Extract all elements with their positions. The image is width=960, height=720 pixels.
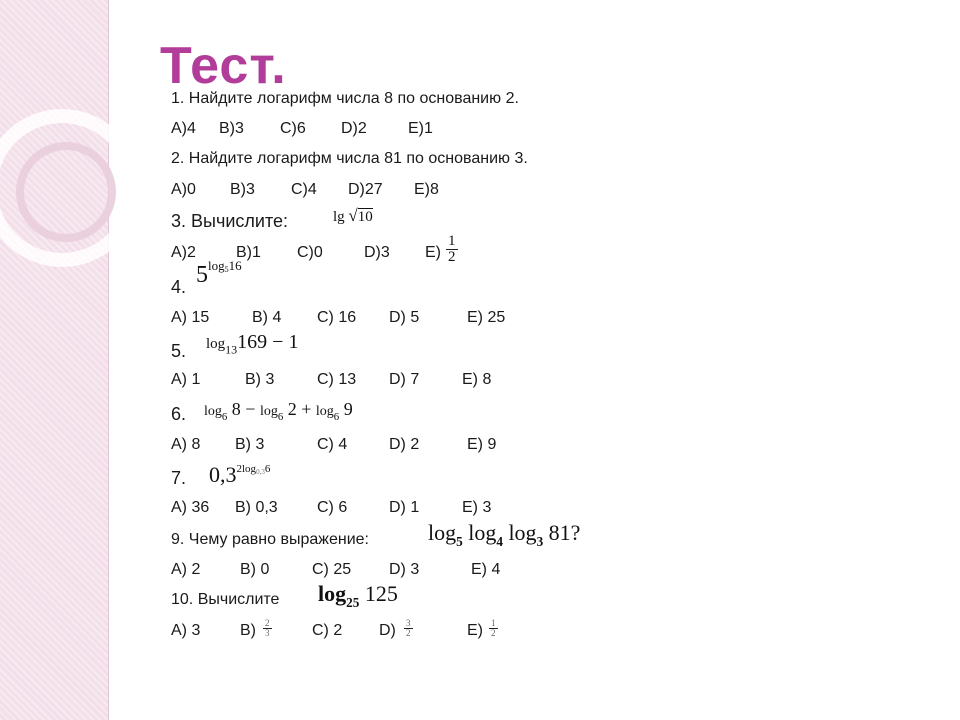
option-a: A)4 xyxy=(171,120,196,137)
option-d: D) 1 xyxy=(389,499,420,516)
option-b: B)3 xyxy=(219,120,244,137)
option-c: C) 6 xyxy=(317,499,348,516)
option-a: A)2 xyxy=(171,244,196,261)
option-c: C)4 xyxy=(291,181,317,198)
question-2-text: 2. Найдите логарифм числа 81 по основанию 3. xyxy=(171,150,528,167)
option-e: E) 3 xyxy=(462,499,492,516)
question-3-label: 3. Вычислите: xyxy=(171,211,288,231)
option-b: B)3 xyxy=(230,181,255,198)
option-b: B) 0 xyxy=(240,561,270,578)
question-7-label: 7. xyxy=(171,468,187,488)
option-c: C)6 xyxy=(280,120,306,137)
option-a: A) 1 xyxy=(171,371,201,388)
option-d: D) 3 xyxy=(389,561,420,578)
question-7-formula: $0,3^{2log_{0,3}6}$ xyxy=(209,462,271,487)
option-e: E)8 xyxy=(414,181,439,198)
option-a: A) 15 xyxy=(171,309,210,326)
option-d-fraction: $\frac{3}{2}$ xyxy=(406,618,411,638)
option-d: D) 7 xyxy=(389,371,420,388)
option-c: C) 25 xyxy=(312,561,352,578)
question-6-formula: $\log_6 8 - \log_6 2 + \log_6 9$ xyxy=(204,399,353,423)
option-a: A) 2 xyxy=(171,561,201,578)
option-d: D)2 xyxy=(341,120,367,137)
option-d: D)27 xyxy=(348,181,383,198)
option-b: B)1 xyxy=(236,244,261,261)
option-e-fraction: $\frac{1}{2}$ xyxy=(491,618,496,638)
option-c: C) 2 xyxy=(312,622,343,639)
lg-symbol: lg xyxy=(333,209,345,225)
option-b: B) 3 xyxy=(235,436,265,453)
option-b-fraction: $\frac{2}{3}$ xyxy=(265,618,270,638)
option-c: C)0 xyxy=(297,244,323,261)
option-e: E)1 xyxy=(408,120,433,137)
option-d: D) 5 xyxy=(389,309,420,326)
option-c: C) 4 xyxy=(317,436,348,453)
option-e: E) 25 xyxy=(467,309,506,326)
question-5-label: 5. xyxy=(171,341,187,361)
question-4-formula: $5^{log_516}$ xyxy=(196,258,242,288)
question-10-formula: $\log_{25} 125$ xyxy=(318,581,398,610)
option-b: B) 0,3 xyxy=(235,499,278,516)
sqrt-argument: 10 xyxy=(357,209,373,225)
question-9-formula: $\log_5 \log_4 \log_3 81$? xyxy=(428,520,581,549)
question-5-formula: $\log_{13}169 - 1$ xyxy=(206,331,299,357)
option-a: A) 36 xyxy=(171,499,210,516)
option-e: E) 9 xyxy=(467,436,497,453)
option-b: B) xyxy=(240,622,256,639)
option-a: A)0 xyxy=(171,181,196,198)
page-title: Тест. xyxy=(160,37,287,95)
option-e: E) 4 xyxy=(471,561,501,578)
option-a: A) 8 xyxy=(171,436,201,453)
question-6-label: 6. xyxy=(171,404,187,424)
option-e: E) xyxy=(425,244,441,261)
option-e-fraction: $\frac{1}{2}$ xyxy=(448,233,456,265)
option-a: A) 3 xyxy=(171,622,201,639)
question-3-formula xyxy=(333,206,373,226)
decorative-rings xyxy=(0,70,140,330)
question-10-text: 10. Вычислите xyxy=(171,591,280,608)
option-e: E) 8 xyxy=(462,371,492,388)
question-4-label: 4. xyxy=(171,277,187,297)
question-1-text: 1. Найдите логарифм числа 8 по основанию 2. xyxy=(171,90,519,107)
option-e: E) xyxy=(467,622,483,639)
question-9-text: 9. Чему равно выражение: xyxy=(171,531,369,548)
option-d: D)3 xyxy=(364,244,390,261)
sqrt-symbol: √ xyxy=(348,206,358,225)
option-c: C) 13 xyxy=(317,371,357,388)
option-b: B) 4 xyxy=(252,309,282,326)
option-d: D) xyxy=(379,622,396,639)
option-b: B) 3 xyxy=(245,371,275,388)
option-d: D) 2 xyxy=(389,436,420,453)
option-c: C) 16 xyxy=(317,309,357,326)
